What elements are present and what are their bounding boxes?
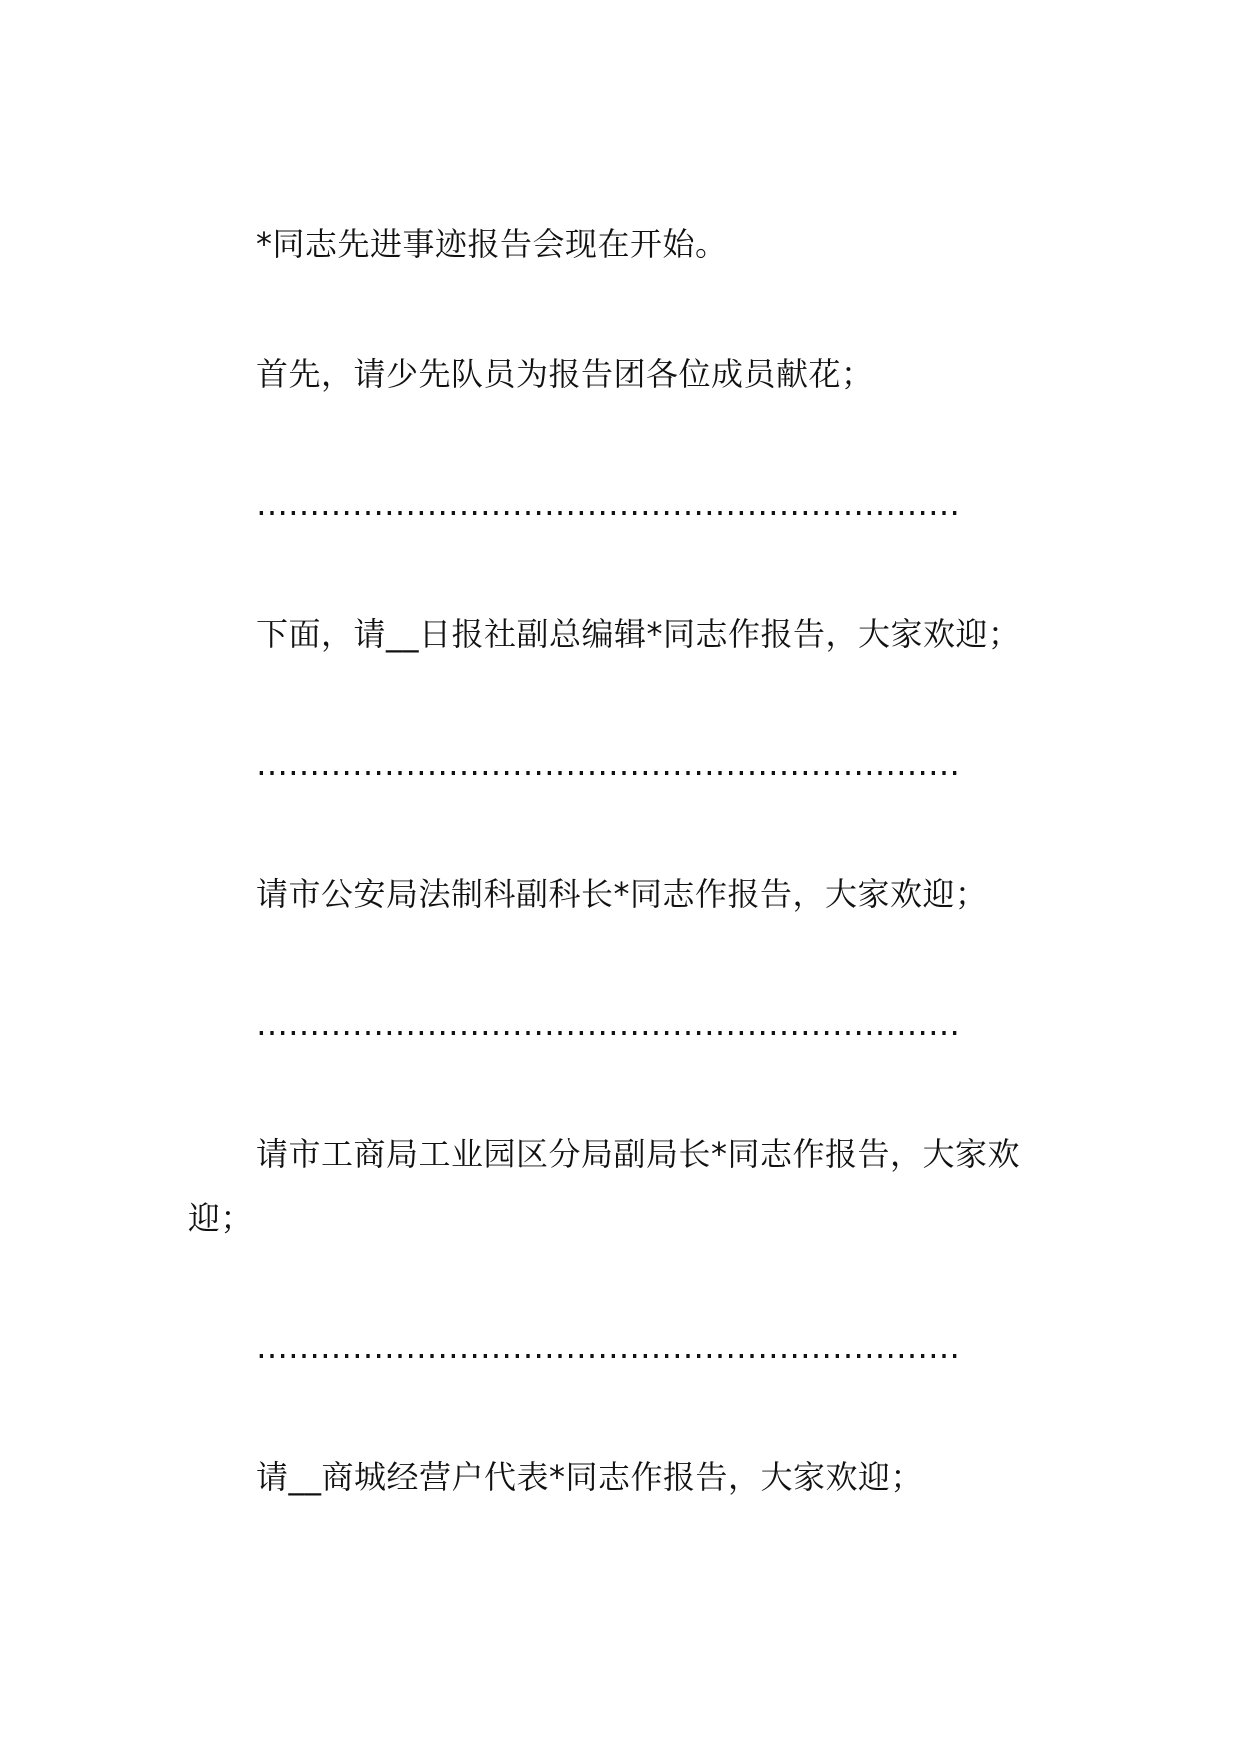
ellipsis-divider: ………………………………………………………… (256, 1005, 960, 1043)
ellipsis-divider: ………………………………………………………… (256, 745, 960, 783)
paragraph-speaker-police: 请市公安局法制科副科长*同志作报告，大家欢迎； (256, 875, 988, 913)
paragraph-opening: *同志先进事迹报告会现在开始。 (256, 225, 728, 263)
paragraph-speaker-commerce: 请市工商局工业园区分局副局长*同志作报告，大家欢迎； (188, 1135, 1021, 1237)
ellipsis-divider: ………………………………………………………… (256, 485, 960, 523)
paragraph-speaker-mall: 请__商城经营户代表*同志作报告，大家欢迎； (256, 1458, 924, 1496)
paragraph-speaker-newspaper: 下面，请__日报社副总编辑*同志作报告，大家欢迎； (256, 615, 1021, 653)
paragraph-flowers: 首先，请少先队员为报告团各位成员献花； (256, 355, 874, 393)
ellipsis-divider: ………………………………………………………… (256, 1328, 960, 1366)
